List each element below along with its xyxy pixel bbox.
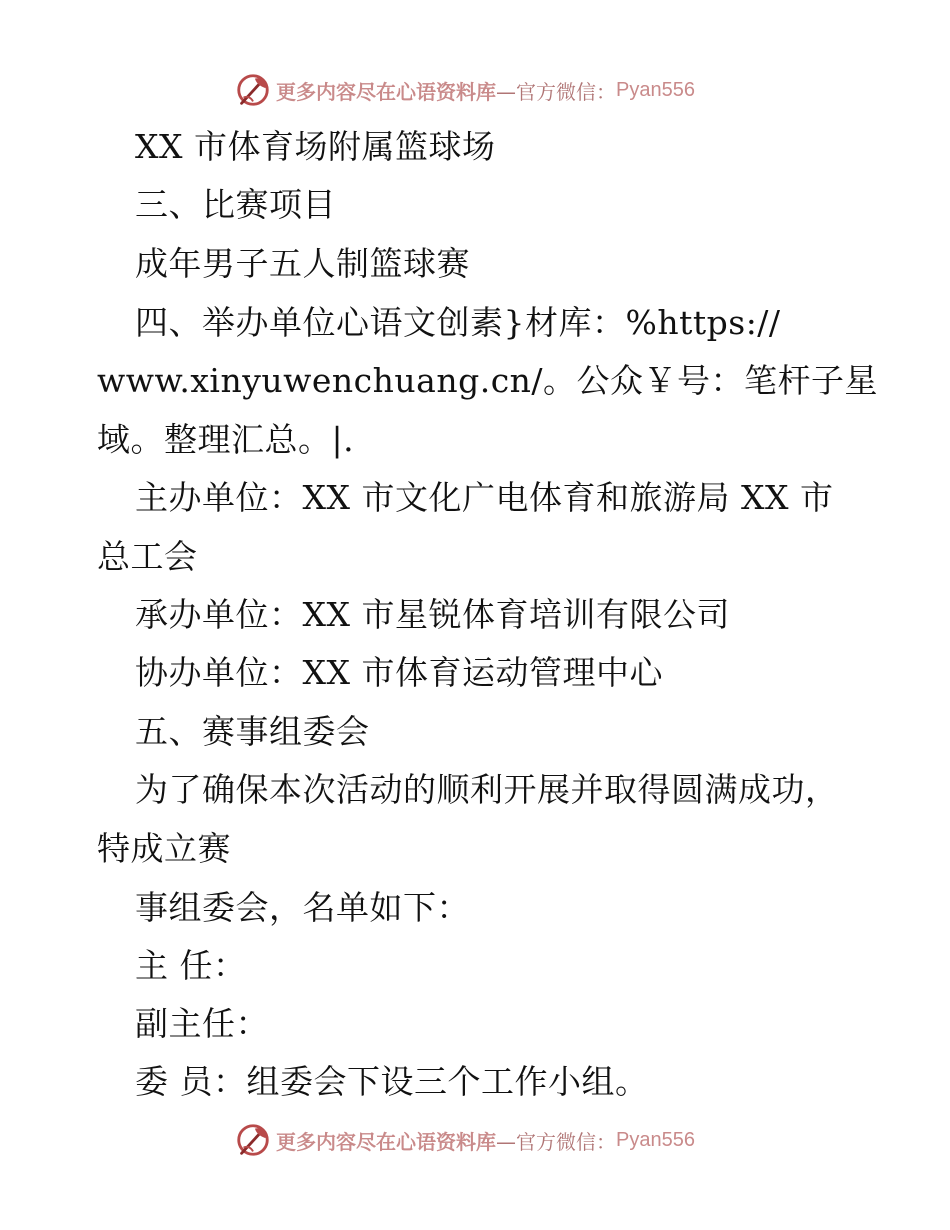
text-line-summary: 域。整理汇总。|. [97,420,355,459]
quill-pen-icon [234,1121,272,1159]
section-heading-5: 五、赛事组委会 [135,712,370,751]
section-heading-4: 四、举办单位心语文创素}材库：%https:// [135,303,781,342]
banner-separator: —官方微信： [496,79,616,104]
text-line-organizer: 主办单位：XX 市文化广电体育和旅游局 XX 市 [135,478,834,517]
text-line-venue: XX 市体育场附属篮球场 [135,127,496,166]
text-line-co-organizer: 协办单位：XX 市体育运动管理中心 [135,653,663,692]
text-line-members: 委 员：组委会下设三个工作小组。 [135,1062,649,1101]
text-line-purpose-cont: 特成立赛 [97,829,231,868]
text-line-deputy-director: 副主任： [135,1004,269,1043]
text-line-committee: 事组委会，名单如下： [135,888,470,927]
banner-wechat-id: Pyan556 [616,78,695,101]
text-line-purpose: 为了确保本次活动的顺利开展并取得圆满成功， [135,770,839,809]
section-heading-3: 三、比赛项目 [135,185,336,224]
watermark-banner-top [234,70,695,110]
text-line-organizer-cont: 总工会 [97,537,198,576]
banner-site-name: 更多内容尽在心语资料库 [276,79,496,104]
banner-site-name: 更多内容尽在心语资料库 [276,1129,496,1154]
watermark-banner-bottom [234,1120,695,1160]
text-line-host: 承办单位：XX 市星锐体育培训有限公司 [135,595,730,634]
quill-pen-icon [234,71,272,109]
text-line-url: www.xinyuwenchuang.cn/。公众￥号：笔杆子星 [97,361,879,400]
banner-separator: —官方微信： [496,1129,616,1154]
text-line-director: 主 任： [135,946,247,985]
text-line-event: 成年男子五人制篮球赛 [135,244,470,283]
banner-wechat-id: Pyan556 [616,1128,695,1151]
